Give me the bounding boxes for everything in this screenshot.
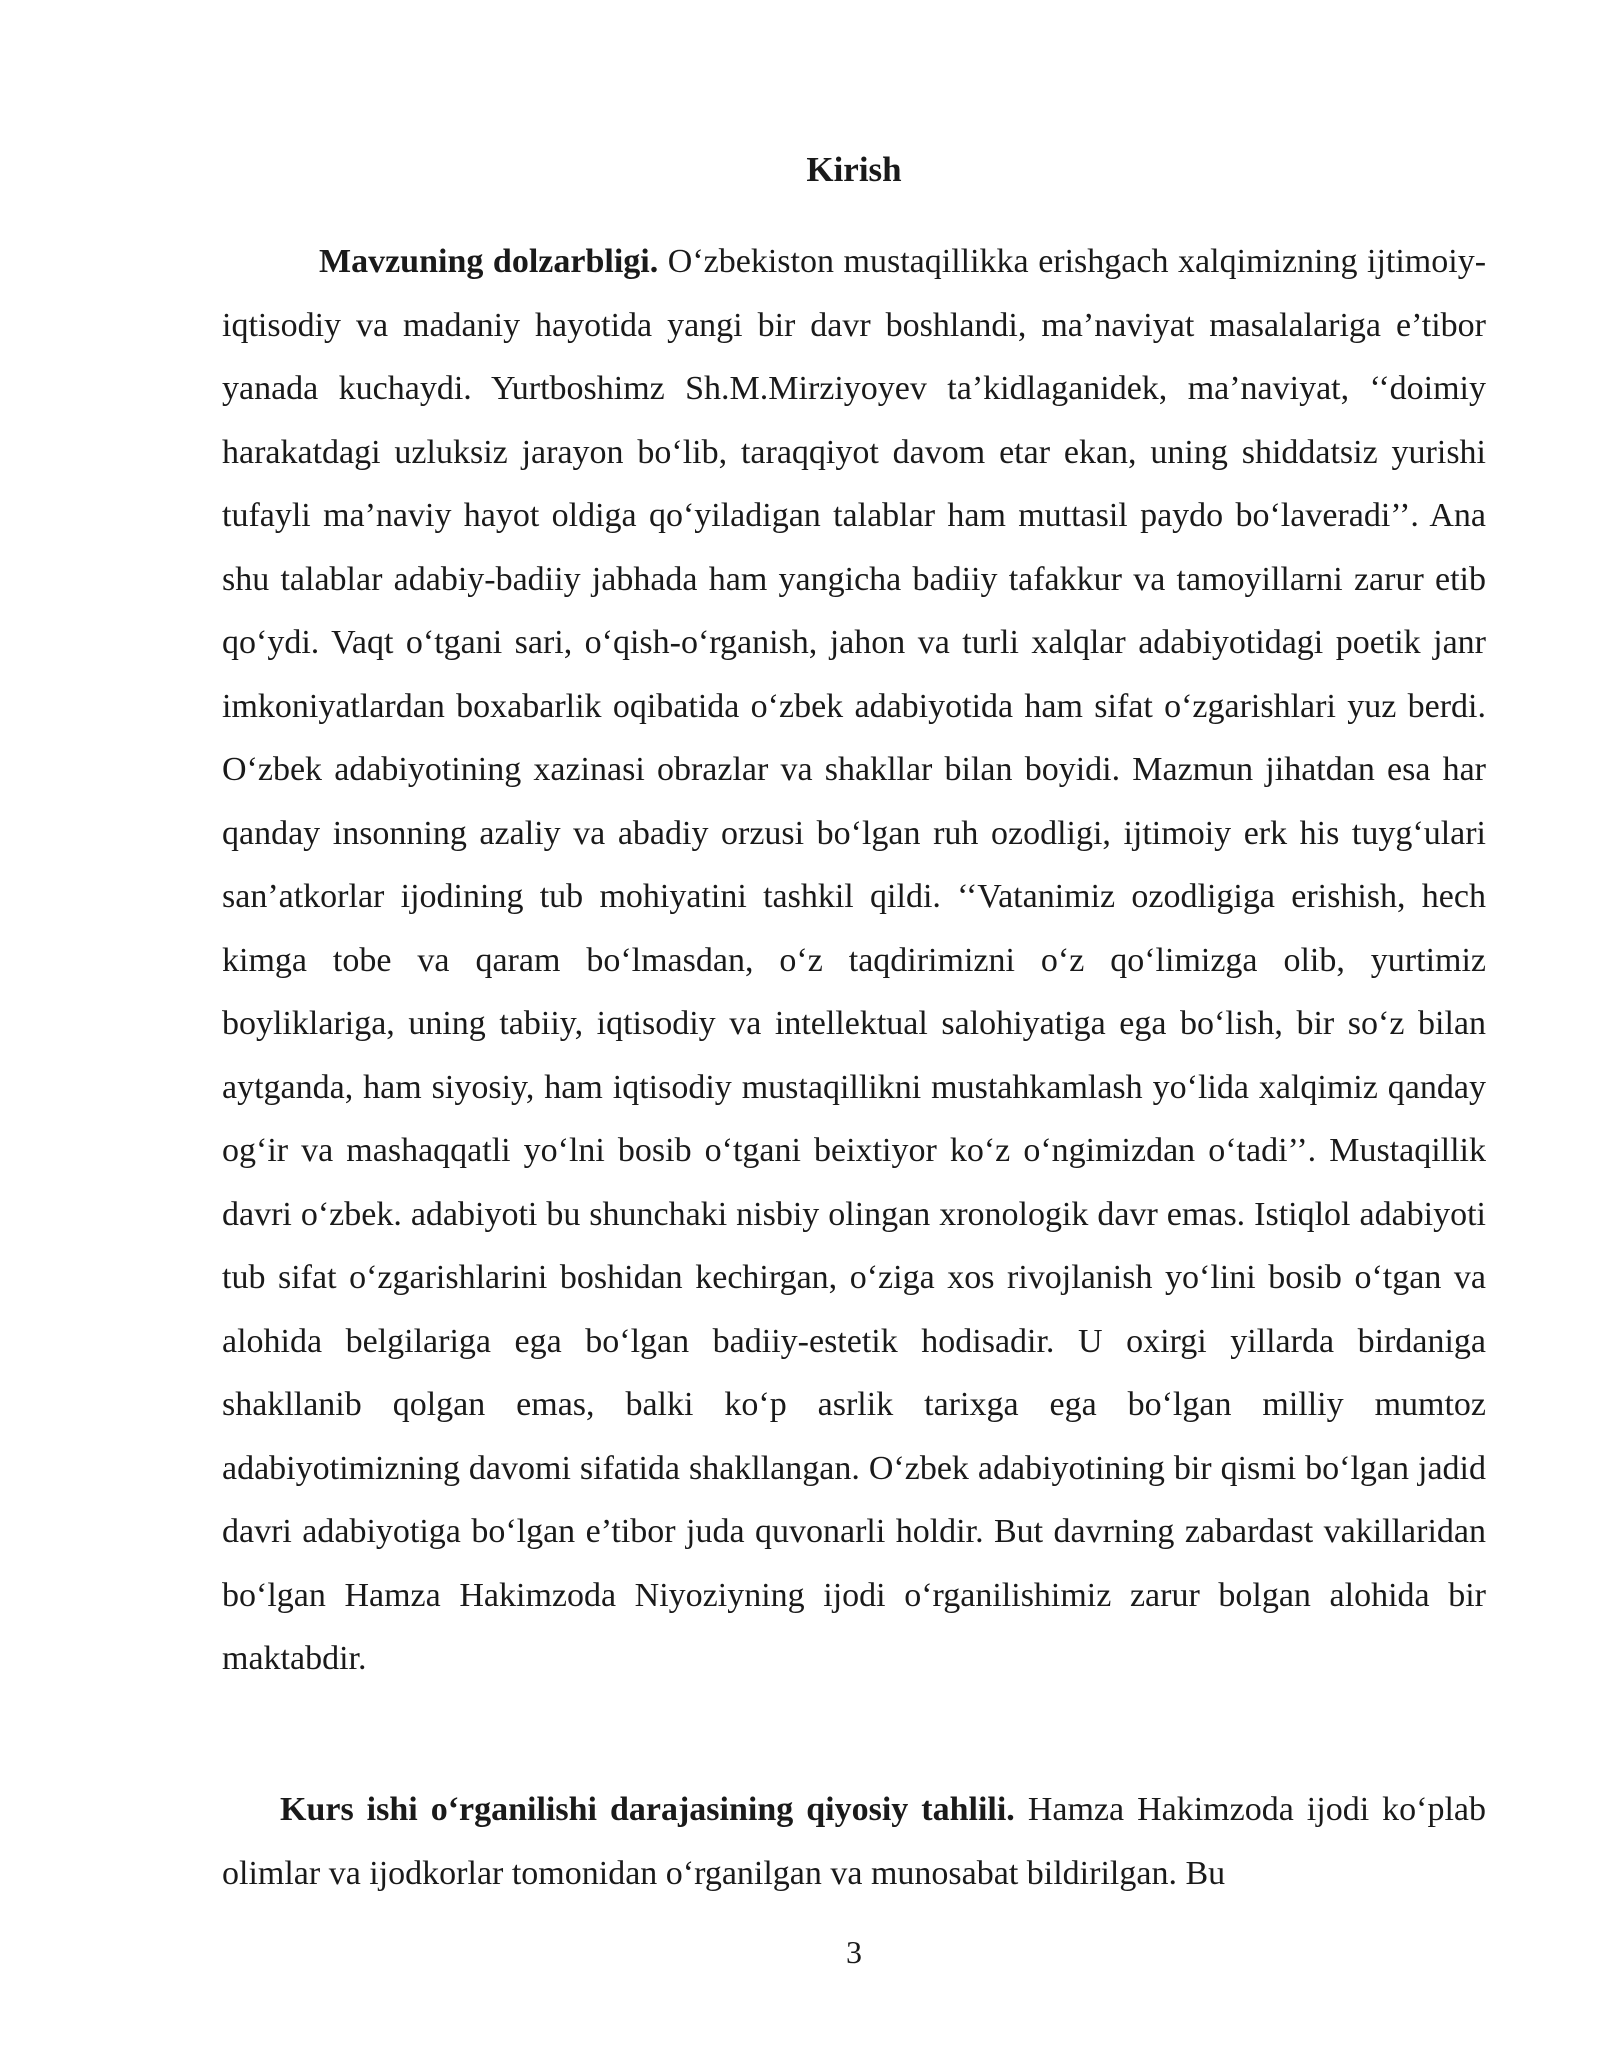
paragraph-lead-literature-review: Kurs ishi o‘rganilishi darajasining qiyosiy tahlili.	[280, 1791, 1015, 1828]
paragraph-relevance	[222, 230, 1486, 1691]
page-number: 3	[846, 1934, 862, 1970]
paragraph-text-literature-review: Hamza Hakimzoda ijodi ko‘plab olimlar va ijodkorlar tomonidan o‘rganilgan va munosabat bildirilgan. Bu	[222, 1791, 1487, 1892]
paragraph-text-relevance: O‘zbekiston mustaqillikka erishgach xalqimizning ijtimoiy-iqtisodiy va madaniy hayotida yangi bir davr boshlandi, ma’naviyat masalalariga e’tibor yanada kuchaydi. Yurtboshimz Sh.M.Mirziyoyev ta’kidlaganidek, ma’naviyat, ‘‘doimiy harakatdagi uzluksiz jarayon bo‘lib, taraqqiyot davom etar ekan, uning shiddatsiz yurishi tufayli ma’naviy hayot oldiga qo‘yiladigan talablar ham muttasil paydo bo‘laveradi’’. Ana shu talablar adabiy-badiiy jabhada ham yangicha badiiy tafakkur va tamoyillarni zarur etib qo‘ydi. Vaqt o‘tgani sari, o‘qish-o‘rganish, jahon va turli xalqlar adabiyotidagi poetik janr imkoniyatlardan boxabarlik oqibatida o‘zbek adabiyotida ham sifat o‘zgarishlari yuz berdi. O‘zbek adabiyotining xazinasi obrazlar va shakllar bilan boyidi. Mazmun jihatdan esa har qanday insonning azaliy va abadiy orzusi bo‘lgan ruh ozodligi, ijtimoiy erk his tuyg‘ulari san’atkorlar ijodining tub mohiyatini tashkil qildi. ‘‘Vatanimiz ozodligiga erishish, hech kimga tobe va qaram bo‘lmasdan, o‘z taqdirimizni o‘z qo‘limizga olib, yurtimiz boyliklariga, uning tabiiy, iqtisodiy va intellektual salohiyatiga ega bo‘lish, bir so‘z bilan aytganda, ham siyosiy, ham iqtisodiy mustaqillikni mustahkamlash yo‘lida xalqimiz qanday og‘ir va mashaqqatli yo‘lni bosib o‘tgani beixtiyor ko‘z o‘ngimizdan o‘tadi’’. Mustaqillik davri o‘zbek. adabiyoti bu shunchaki nisbiy olingan xronologik davr emas. Istiqlol adabiyoti tub sifat o‘zgarishlarini boshidan kechirgan, o‘ziga xos rivojlanish yo‘lini bosib o‘tgan va alohida belgilariga ega bo‘lgan badiiy-estetik hodisadir. U oxirgi yillarda birdaniga shakllanib qolgan emas, balki ko‘p asrlik tarixga ega bo‘lgan milliy mumtoz adabiyotimizning davomi sifatida shakllangan. O‘zbek adabiyotining bir qismi bo‘lgan jadid davri adabiyotiga bo‘lgan e’tibor juda quvonarli holdir. But davrning zabardast vakillaridan bo‘lgan Hamza Hakimzoda Niyoziyning ijodi o‘rganilishimiz zarur bolgan alohida bir maktabdir.	[222, 243, 1487, 1677]
paragraph-literature-review	[222, 1778, 1486, 1905]
section-heading: Kirish	[806, 150, 902, 189]
paragraph-lead-relevance: Mavzuning dolzarbligi.	[319, 243, 659, 280]
